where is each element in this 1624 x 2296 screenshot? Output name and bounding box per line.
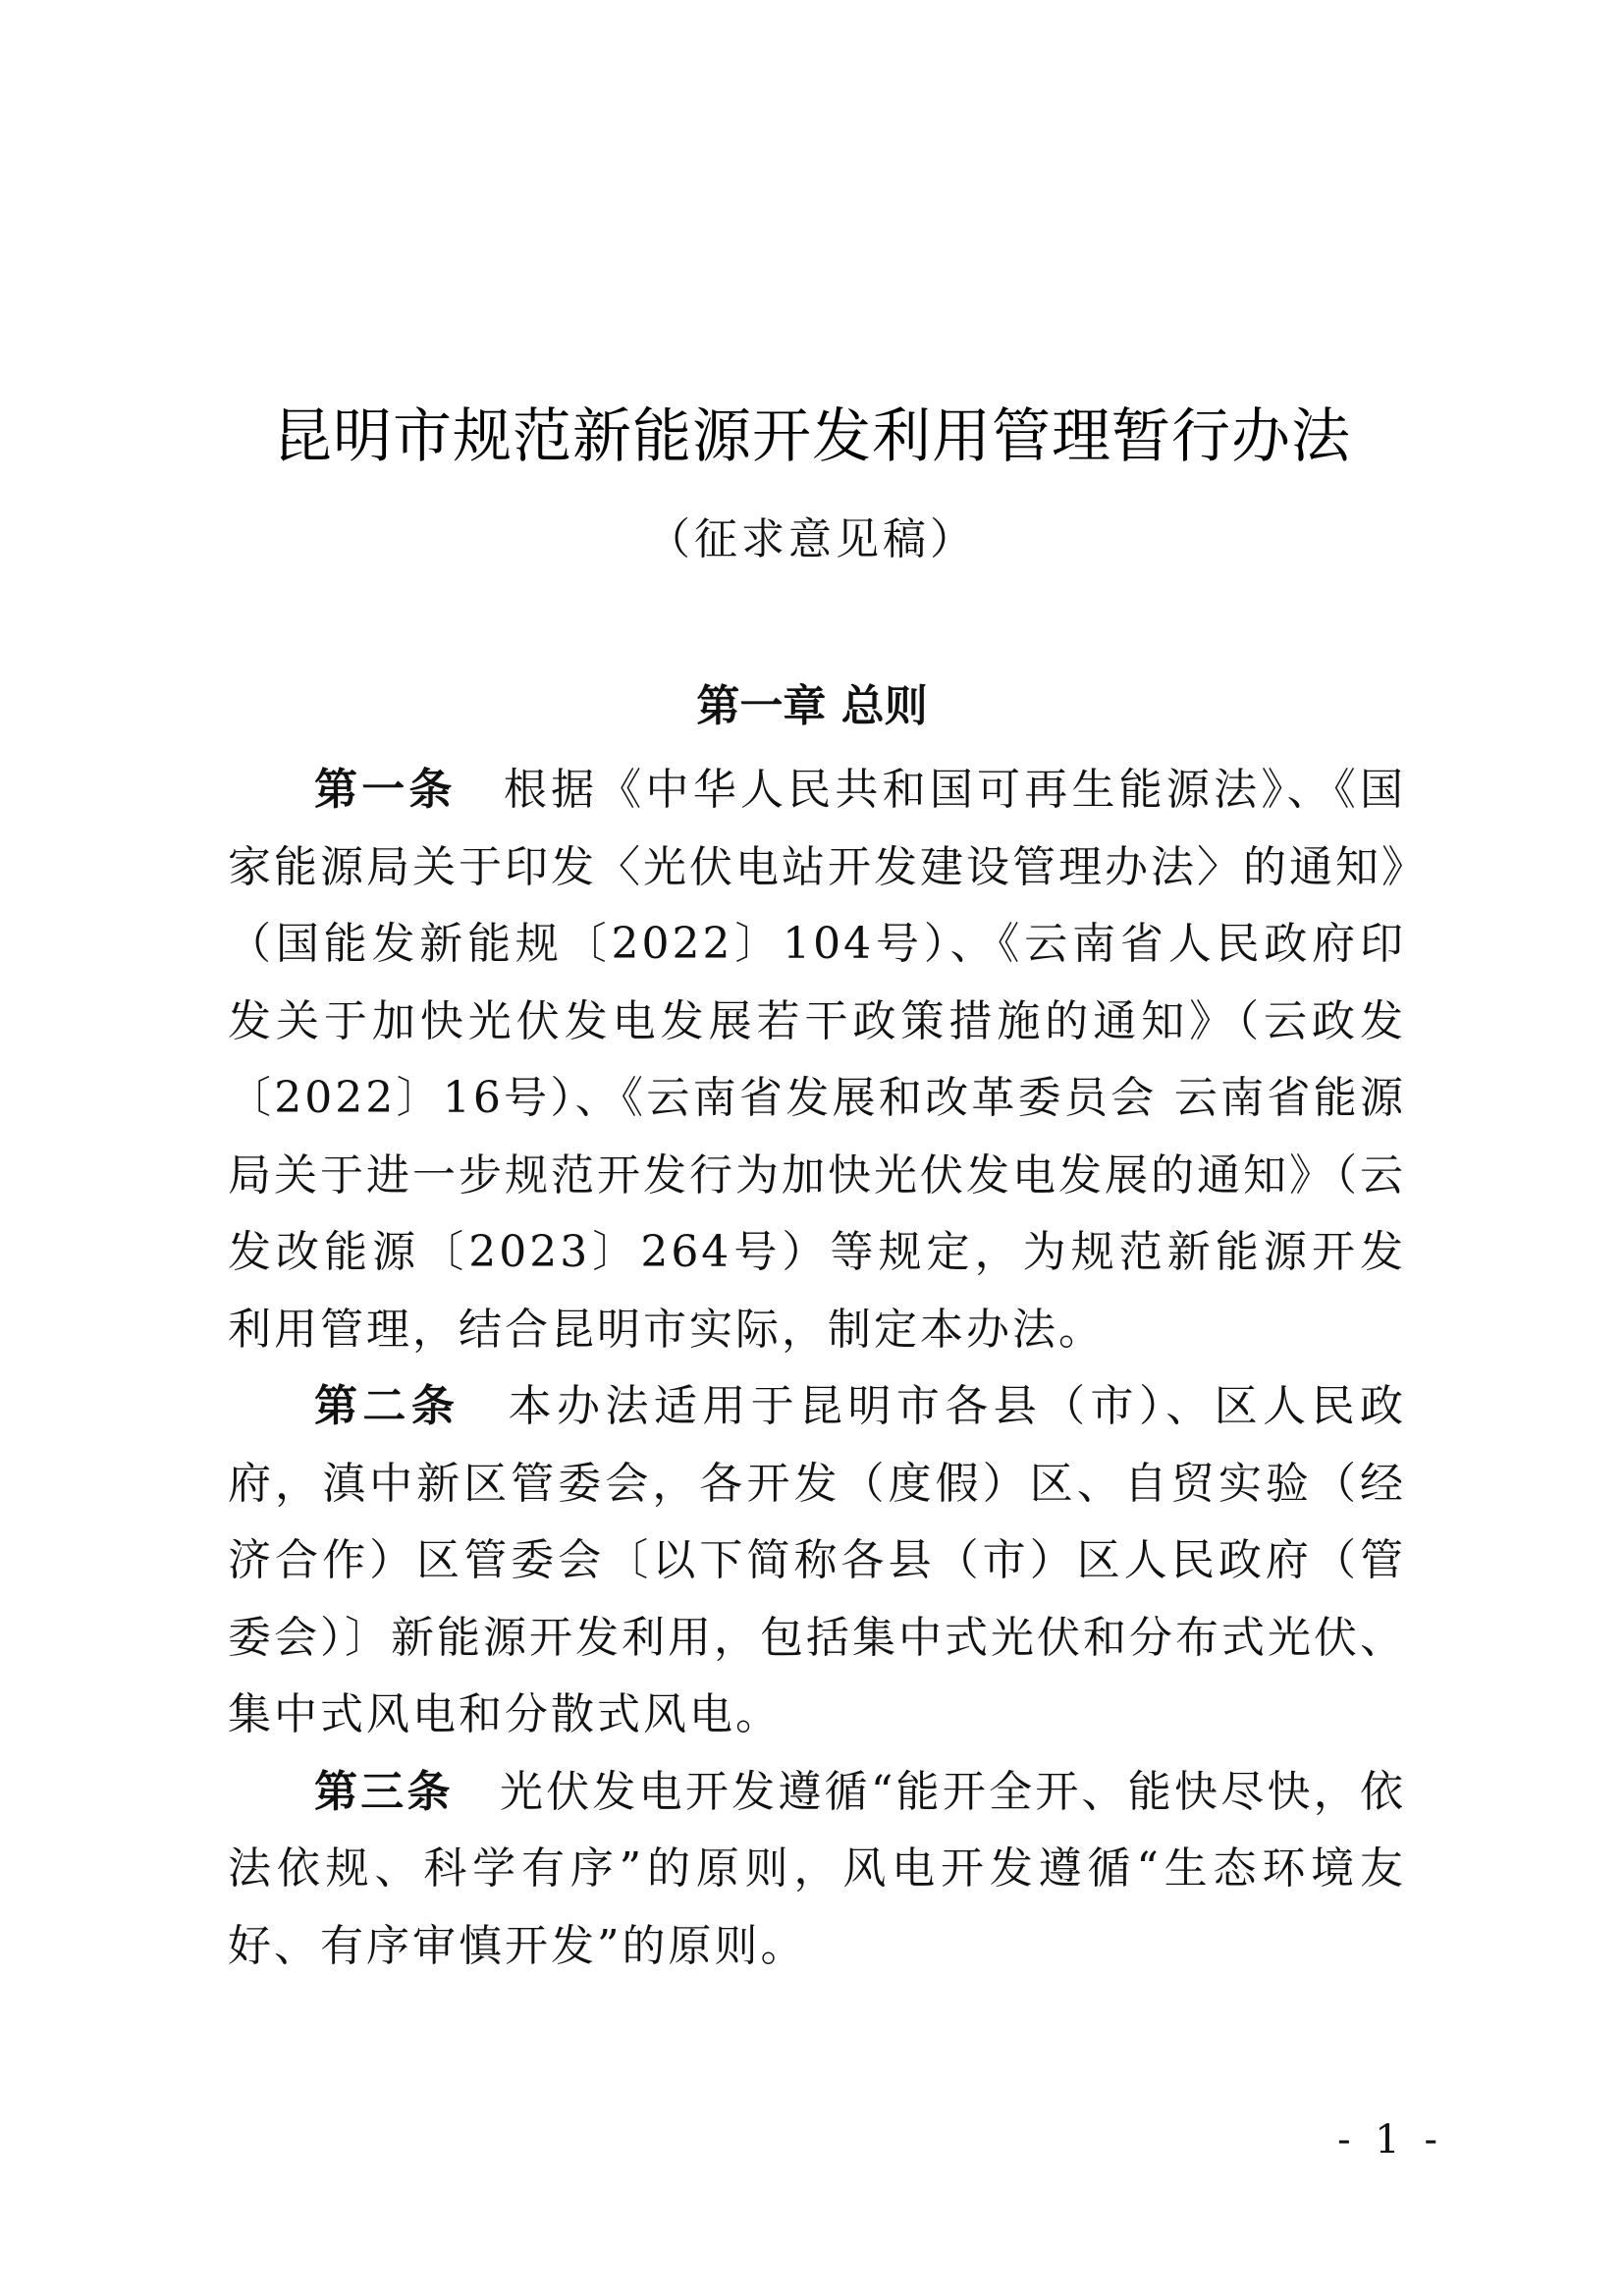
document-subtitle: （征求意见稿） <box>647 514 977 564</box>
article-3 <box>228 1754 1406 1986</box>
article-2-text: 本办法适用于昆明市各县（市）、区人民政府，滇中新区管委会，各开发（度假）区、自贸实验（经济合作）区管委会〔以下简称各县（市）区人民政府（管委会）〕新能源开发利用，包括集中式光伏和分布式光伏、集中式风电和分散式风电。 <box>228 1381 1407 1739</box>
page-number: - 1 - <box>1337 2117 1443 2163</box>
article-1-number: 第一条 <box>314 765 457 815</box>
article-2-number: 第二条 <box>314 1381 460 1431</box>
article-3-text: 光伏发电开发遵循“能开全开、能快尽快，依法依规、科学有序”的原则，风电开发遵循“生态环境友好、有序审慎开发”的原则。 <box>228 1766 1406 1971</box>
document-body <box>228 752 1406 1985</box>
article-3-number: 第三条 <box>314 1766 454 1817</box>
article-2 <box>228 1368 1406 1754</box>
article-1 <box>228 752 1406 1368</box>
document-title: 昆明市规范新能源开发利用管理暂行办法 <box>273 402 1351 471</box>
article-1-text: 根据《中华人民共和国可再生能源法》、《国家能源局关于印发〈光伏电站开发建设管理办法〉的通知》（国能发新能规〔2022〕104号）、《云南省人民政府印发关于加快光伏发电发展若干政策措施的通知》（云政发〔2022〕16号）、《云南省发展和改革委员会 云南省能源局关于进一步规范开发行为加快光伏发电发展的通知》（云发改能源〔2023〕264号）等规定，为规范新能源开发利用管理，结合昆明市实际，制定本办法。 <box>228 765 1407 1355</box>
chapter-heading: 第一章 总则 <box>696 681 928 731</box>
